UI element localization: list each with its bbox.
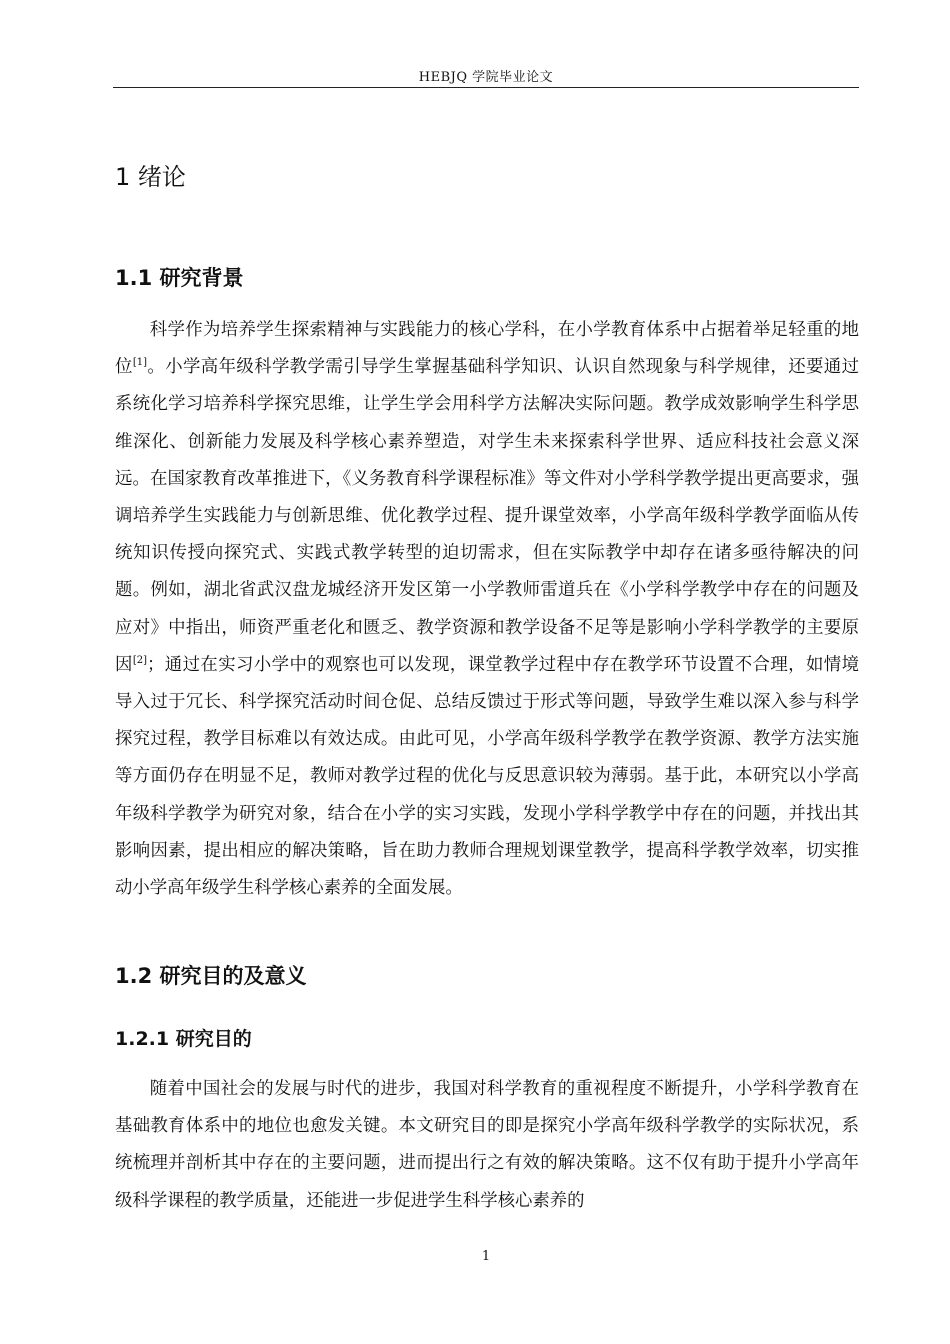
section-heading-background: 1.1 研究背景	[115, 266, 244, 290]
background-text-part-1: 科学作为培养学生探索精神与实践能力的核心学科，在小学教育体系中占据着举足轻重的地位	[115, 320, 859, 378]
citation-ref-1: [1]	[132, 357, 147, 369]
chapter-title: 1 绪论	[115, 163, 186, 191]
header-divider	[113, 87, 859, 88]
subsection-heading-purpose: 1.2.1 研究目的	[115, 1028, 252, 1050]
background-text-part-3: ；通过在实习小学中的观察也可以发现，课堂教学过程中存在教学环节设置不合理，如情境导入过于冗长、科学探究活动时间仓促、总结反馈过于形式等问题，导致学生难以深入参与科学探究过程，教学目标难以有效达成。由此可见，小学高年级科学教学在教学资源、教学方法实施等方面仍存在明显不足，教师对教学过程的优化与反思意识较为薄弱。基于此，本研究以小学高年级科学教学为研究对象，结合在小学的实习实践，发现小学科学教学中存在的问题，并找出其影响因素，提出相应的解决策略，旨在助力教师合理规划课堂教学，提高科学教学效率，切实推动小学高年级学生科学核心素养的全面发展。	[115, 654, 859, 899]
background-text-part-2: 。小学高年级科学教学需引导学生掌握基础科学知识、认识自然现象与科学规律，还要通过系统化学习培养科学探究思维，让学生学会用科学方法解决实际问题。教学成效影响学生科学思维深化、创新能力发展及科学核心素养塑造，对学生未来探索科学世界、适应科技社会意义深远。在国家教育改革推进下，《义务教育科学课程标准》等文件对小学科学教学提出更高要求，强调培养学生实践能力与创新思维、优化教学过程、提升课堂效率，小学高年级科学教学面临从传统知识传授向探究式、实践式教学转型的迫切需求，但在实际教学中却存在诸多亟待解决的问题。例如，湖北省武汉盘龙城经济开发区第一小学教师雷道兵在《小学科学教学中存在的问题及应对》中指出，师资严重老化和匮乏、教学资源和教学设备不足等是影响小学科学教学的主要原因	[115, 357, 859, 675]
purpose-paragraph: 随着中国社会的发展与时代的进步，我国对科学教育的重视程度不断提升，小学科学教育在基础教育体系中的地位也愈发关键。本文研究目的即是探究小学高年级科学教学的实际状况，系统梳理并剖析其中存在的主要问题，进而提出行之有效的解决策略。这不仅有助于提升小学高年级科学课程的教学质量，还能进一步促进学生科学核心素养的	[115, 1079, 859, 1211]
page-header: HEBJQ 学院毕业论文	[418, 70, 554, 85]
citation-ref-2: [2]	[132, 654, 147, 666]
background-paragraph	[115, 312, 859, 907]
section-heading-purpose: 1.2 研究目的及意义	[115, 964, 307, 988]
page-number: 1	[481, 1249, 491, 1264]
